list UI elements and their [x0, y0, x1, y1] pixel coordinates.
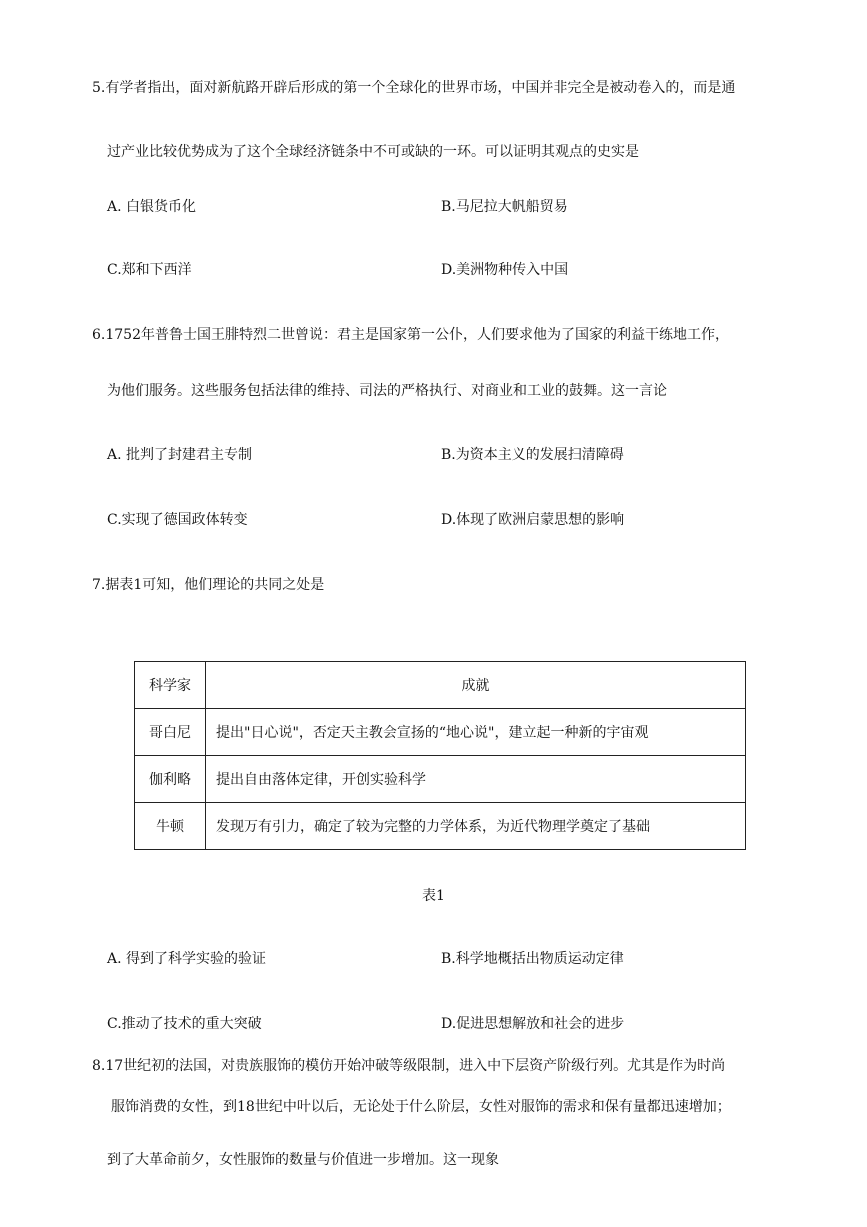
q5-option-a: A. 白银货币化	[107, 199, 197, 215]
q6-option-c: C.实现了德国政体转变	[107, 512, 248, 528]
q6-option-a: A. 批判了封建君主专制	[107, 447, 253, 463]
table-caption: 表1	[422, 888, 445, 904]
q7-option-d: D.促进思想解放和社会的进步	[441, 1016, 625, 1032]
q8-stem-line3: 到了大革命前夕，女性服饰的数量与价值进一步增加。这一现象	[107, 1152, 499, 1168]
q5-stem-line1: 5.有学者指出，面对新航路开辟后形成的第一个全球化的世界市场，中国并非完全是被动卷入的，而是通	[92, 80, 736, 96]
table-cell-achievement: 提出"日心说"，否定天主教会宣扬的“地心说"，建立起一种新的宇宙观	[206, 709, 746, 756]
q7-option-b: B.科学地概括出物质运动定律	[441, 951, 624, 967]
q5-option-b: B.马尼拉大帆船贸易	[441, 199, 568, 215]
table-header-achievement: 成就	[206, 662, 746, 709]
q6-option-d: D.体现了欧洲启蒙思想的影响	[441, 512, 625, 528]
table-header-row	[135, 662, 746, 709]
q6-stem-line2: 为他们服务。这些服务包括法律的维持、司法的严格执行、对商业和工业的鼓舞。这一言论	[107, 383, 667, 399]
q7-stem-line1: 7.据表1可知，他们理论的共同之处是	[92, 577, 325, 593]
scientist-table	[134, 661, 746, 850]
table-row	[135, 803, 746, 850]
q7-option-a: A. 得到了科学实验的验证	[107, 951, 267, 967]
q8-stem-line2: 服饰消费的女性，到18世纪中叶以后，无论处于什么阶层，女性对服饰的需求和保有量都迅速增加；	[111, 1099, 731, 1115]
table-cell-scientist: 哥白尼	[135, 709, 206, 756]
table-header-scientist: 科学家	[135, 662, 206, 709]
q5-stem-line2: 过产业比较优势成为了这个全球经济链条中不可或缺的一环。可以证明其观点的史实是	[107, 144, 639, 160]
table-cell-achievement: 提出自由落体定律，开创实验科学	[206, 756, 746, 803]
q8-stem-line1: 8.17世纪初的法国，对贵族服饰的模仿开始冲破等级限制，进入中下层资产阶级行列。尤其是作为时尚	[92, 1058, 726, 1074]
q6-option-b: B.为资本主义的发展扫清障碍	[441, 447, 624, 463]
q5-option-c: C.郑和下西洋	[107, 262, 192, 278]
table-row	[135, 709, 746, 756]
table-row	[135, 756, 746, 803]
table-cell-achievement: 发现万有引力，确定了较为完整的力学体系，为近代物理学奠定了基础	[206, 803, 746, 850]
q6-stem-line1: 6.1752年普鲁士国王腓特烈二世曾说：君主是国家第一公仆，人们要求他为了国家的利益干练地工作，	[92, 327, 729, 343]
q5-option-d: D.美洲物种传入中国	[441, 262, 569, 278]
q7-option-c: C.推动了技术的重大突破	[107, 1016, 262, 1032]
table-cell-scientist: 伽利略	[135, 756, 206, 803]
table-cell-scientist: 牛顿	[135, 803, 206, 850]
